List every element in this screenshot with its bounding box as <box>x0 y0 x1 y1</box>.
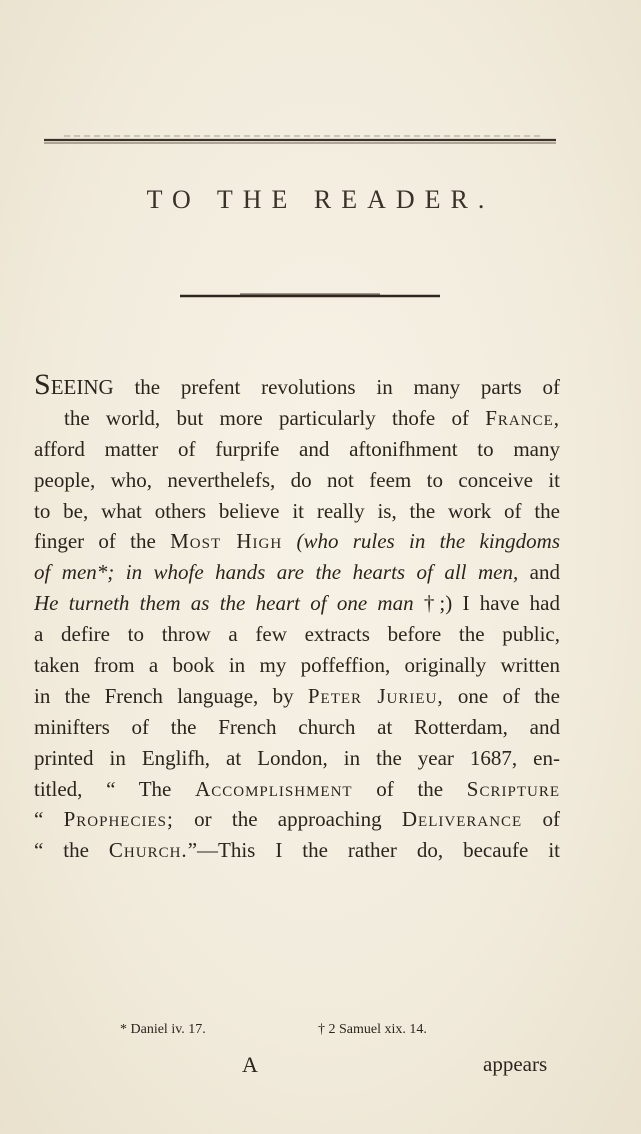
text-line <box>34 403 560 434</box>
text-run: and <box>518 560 561 585</box>
header-ornament-rule <box>44 132 556 146</box>
italic-text: of men*; in whofe hands are the hearts of all men, <box>34 560 519 585</box>
text-run: ”—This I the rather do, becaufe it <box>187 838 560 863</box>
text-line <box>34 774 560 805</box>
small-caps-text: Peter Jurieu, <box>307 683 444 708</box>
text-line <box>34 681 560 712</box>
text-run: finger of the <box>34 529 171 554</box>
text-line <box>34 743 560 774</box>
text-run: printed in Englifh, at London, in the year 1687, en- <box>34 745 560 770</box>
text-line <box>34 496 560 527</box>
text-run: minifters of the French church at Rotterdam, and <box>34 714 560 739</box>
small-caps-text: Church. <box>108 838 188 863</box>
catchword: appears <box>483 1052 548 1076</box>
text-run: to be, what others believe it really is, the work of the <box>34 498 560 523</box>
text-line <box>34 526 560 557</box>
text-run: afford matter of furprife and aftonifhment to many <box>34 436 560 461</box>
italic-text: He turneth them as the heart of one man <box>34 591 414 616</box>
text-run: or the approaching <box>173 807 402 832</box>
text-run: †;) I have had <box>413 591 560 616</box>
small-caps-text: Prophecies; <box>63 807 174 832</box>
text-line <box>34 650 560 681</box>
text-line <box>34 619 560 650</box>
small-caps-text: Most High <box>170 529 283 554</box>
main-text-block <box>34 368 561 866</box>
text-line <box>34 465 560 496</box>
text-line <box>34 557 560 588</box>
text-line <box>34 804 560 835</box>
text-run: EEING the prefent revolutions in many parts of <box>50 375 560 399</box>
text-run: the world, but more particularly thofe of <box>64 405 486 430</box>
footnote-samuel: † 2 Samuel xix. 14. <box>318 1022 427 1037</box>
text-run: taken from a book in my poffeffion, originally written <box>34 653 560 678</box>
drop-cap-letter: S <box>34 368 51 401</box>
signature-mark: A <box>242 1052 258 1077</box>
text-run: titled, “ The <box>34 776 196 801</box>
text-run: of <box>522 807 560 832</box>
text-run: “ the <box>34 838 109 863</box>
text-line <box>34 434 560 465</box>
text-run: in the French language, by <box>34 683 308 708</box>
text-run: people, who, neverthelefs, do not feem to conceive it <box>34 467 560 492</box>
italic-text: (who rules in the kingdoms <box>296 529 561 554</box>
text-run: one of the <box>443 683 560 708</box>
text-line <box>34 835 560 866</box>
small-caps-text: Scripture <box>466 776 560 801</box>
small-caps-text: Deliverance <box>401 807 523 832</box>
footnote-daniel: * Daniel iv. 17. <box>120 1022 206 1037</box>
text-line <box>34 368 560 403</box>
title-divider-rule <box>180 292 440 300</box>
text-run: of the <box>352 776 467 801</box>
text-line <box>34 588 560 619</box>
text-run: a defire to throw a few extracts before the public, <box>34 622 560 647</box>
text-run: “ <box>34 807 64 832</box>
small-caps-text: France, <box>485 405 560 430</box>
text-line <box>34 712 560 743</box>
page-title: TO THE READER. <box>146 185 495 214</box>
small-caps-text: Accomplishment <box>195 776 353 801</box>
